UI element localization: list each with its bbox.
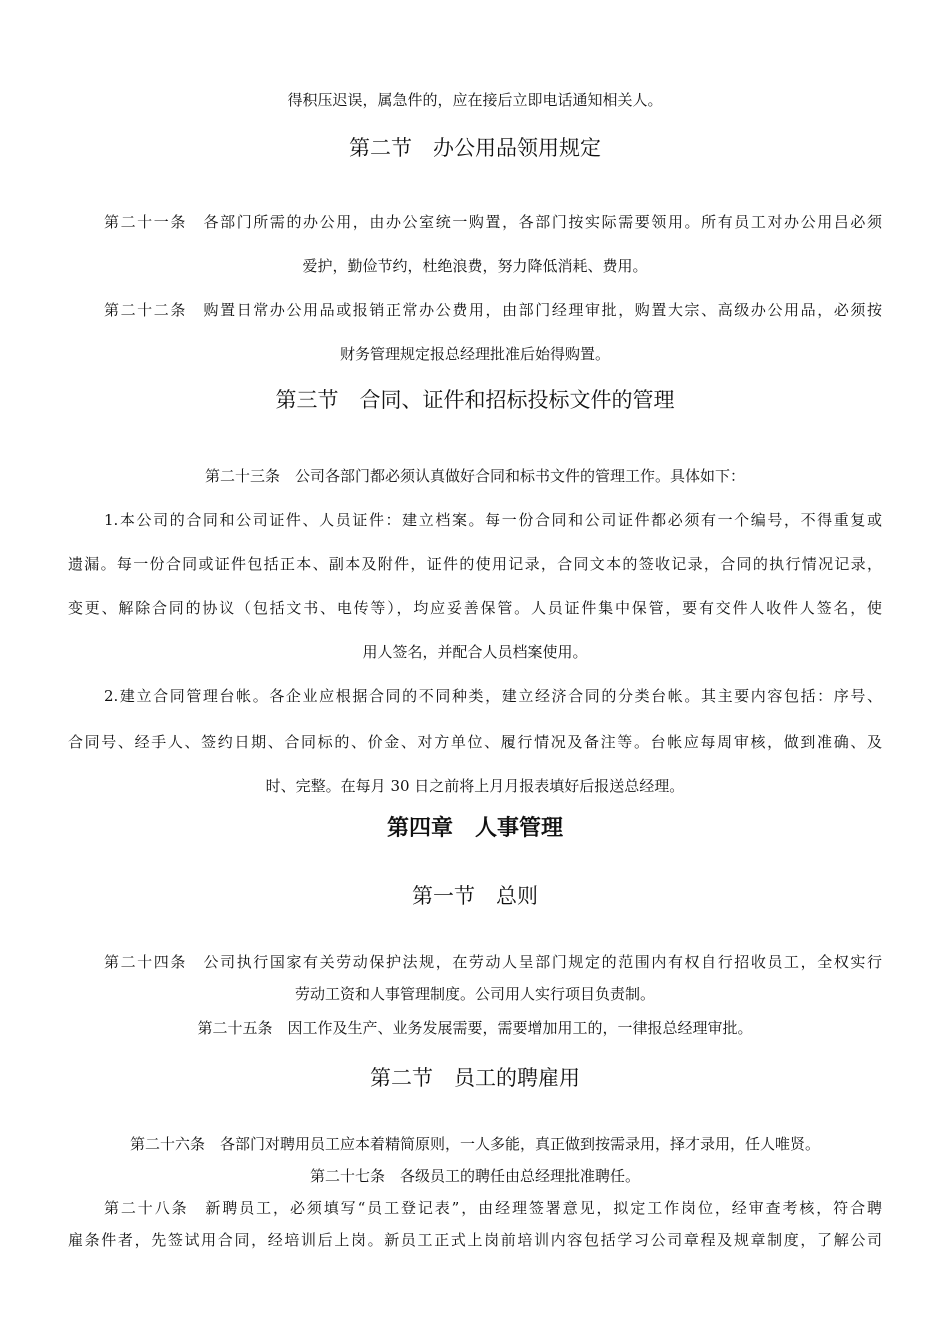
article-28-line-1: 第二十八条 新聘员工，必须填写“员工登记表”，由经理签署意见，拟定工作岗位，经审查考核，符合聘 (104, 1199, 882, 1217)
article-21-line-1: 第二十一条 各部门所需的办公用，由办公室统一购置，各部门按实际需要领用。所有员工对办公用吕必须 (104, 213, 882, 231)
article-27-line: 第二十七条 各级员工的聘任由总经理批准聘任。 (309, 1167, 640, 1185)
section-heading: 第二节 员工的聘雇用 (370, 1066, 580, 1090)
section-heading: 第一节 总则 (412, 884, 538, 908)
section-heading: 第二节 办公用品领用规定 (349, 136, 601, 160)
article-24-line-1: 第二十四条 公司执行国家有关劳动保护法规，在劳动人呈部门规定的范围内有权自行招收员工，全权实行 (104, 953, 882, 971)
article-25-line: 第二十五条 因工作及生产、业务发展需要，需要增加用工的，一律报总经理审批。 (197, 1019, 753, 1037)
article-22-line-2: 财务管理规定报总经理批准后始得购置。 (339, 345, 610, 363)
article-26-line: 第二十六条 各部门对聘用员工应本着精简原则，一人多能，真正做到按需录用，择才录用，任人唯贤。 (129, 1135, 820, 1153)
section-heading: 第三节 合同、证件和招标投标文件的管理 (275, 388, 675, 412)
item-1-line-1: 1.本公司的合同和公司证件、人员证件：建立档案。每一份合同和公司证件都必须有一个编号，不得重复或 (104, 511, 882, 529)
chapter-heading: 第四章 人事管理 (386, 816, 563, 841)
item-2-line-1: 2.建立合同管理台帐。各企业应根据合同的不同种类，建立经济合同的分类台帐。其主要内容包括：序号、 (104, 687, 882, 705)
item-1-line-2: 遗漏。每一份合同或证件包括正本、副本及附件，证件的使用记录，合同文本的签收记录，合同的执行情况记录， (68, 555, 882, 573)
item-1-line-4: 用人签名，并配合人员档案使用。 (362, 643, 588, 661)
paragraph-line: 得积压迟误，属急件的，应在接后立即电话通知相关人。 (287, 91, 663, 109)
item-1-line-3: 变更、解除合同的协议（包括文书、电传等），均应妥善保管。人员证件集中保管，要有交件人收件人签名，使 (68, 599, 882, 617)
article-28-line-2: 雇条件者，先签试用合同，经培训后上岗。新员工正式上岗前培训内容包括学习公司章程及规章制度，了解公司 (68, 1231, 882, 1249)
item-2-line-3: 时、完整。在每月 30 日之前将上月月报表填好后报送总经理。 (265, 777, 685, 795)
item-2-line-2: 合同号、经手人、签约日期、合同标的、价金、对方单位、履行情况及备注等。台帐应每周审核，做到准确、及 (68, 733, 882, 751)
article-23-line: 第二十三条 公司各部门都必须认真做好合同和标书文件的管理工作。具体如下： (204, 467, 745, 485)
article-22-line-1: 第二十二条 购置日常办公用品或报销正常办公费用，由部门经理审批，购置大宗、高级办公用品，必须按 (104, 301, 882, 319)
article-21-line-2: 爱护，勤俭节约，杜绝浪费，努力降低消耗、费用。 (302, 257, 648, 275)
article-24-line-2: 劳动工资和人事管理制度。公司用人实行项目负责制。 (294, 985, 655, 1003)
